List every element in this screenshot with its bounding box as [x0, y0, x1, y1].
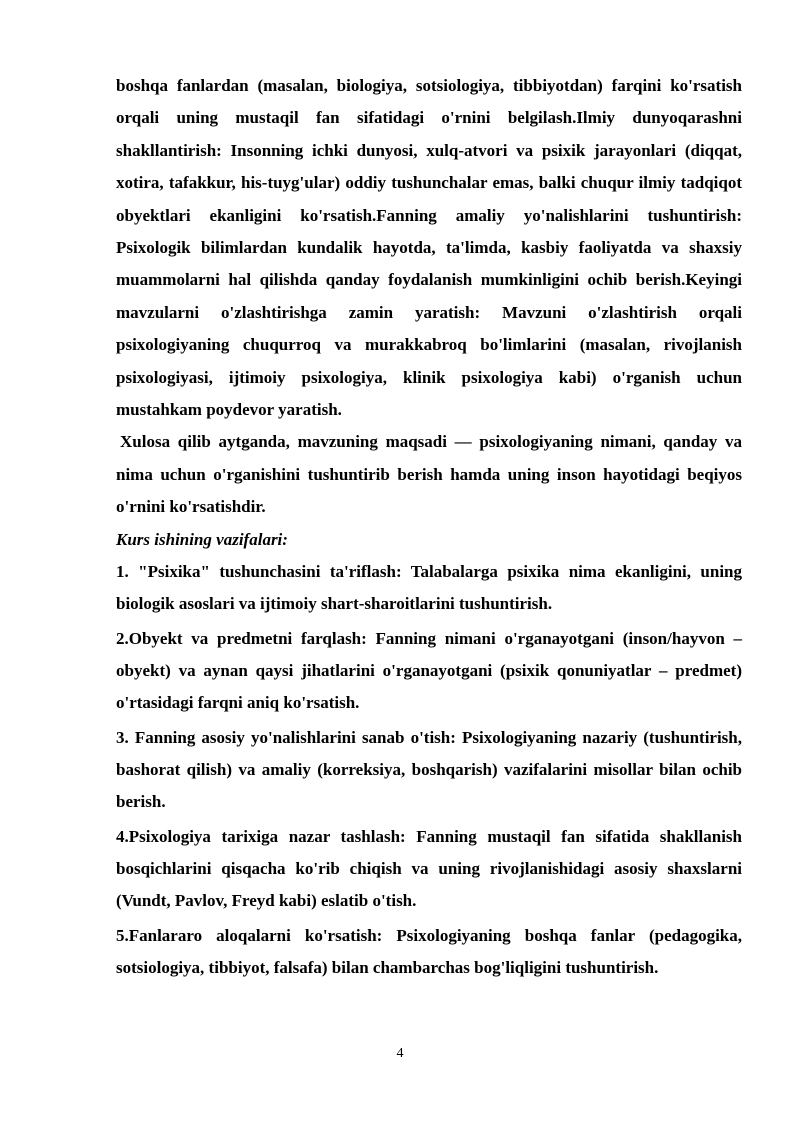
- section-heading-tasks: Kurs ishining vazifalari:: [116, 529, 288, 549]
- page-number: 4: [396, 1046, 404, 1061]
- paragraph-conclusion: Xulosa qilib aytganda, mavzuning maqsadi — psixologiyaning nimani, qanday va nima uchun o'rganishini tushuntirib berish hamda uning inson hayotidagi beqiyos o'rnini ko'rsatishdir.: [116, 432, 742, 517]
- task-item-1: 1. "Psixika" tushunchasini ta'riflash: Talabalarga psixika nima ekanligini, uning biologik asoslari va ijtimoiy shart-sharoitlarini tushuntirish.: [116, 562, 742, 614]
- task-item-3: 3. Fanning asosiy yo'nalishlarini sanab o'tish: Psixologiyaning nazariy (tushuntirish, bashorat qilish) va amaliy (korreksiya, boshqarish) vazifalarini misollar bilan ochib berish.: [116, 728, 742, 812]
- task-item-5: 5.Fanlararo aloqalarni ko'rsatish: Psixologiyaning boshqa fanlar (pedagogika, sotsiologiya, tibbiyot, falsafa) bilan chambarchas bog'liqligini tushuntirish.: [116, 926, 742, 978]
- paragraph-goals: boshqa fanlardan (masalan, biologiya, sotsiologiya, tibbiyotdan) farqini ko'rsatish orqali uning mustaqil fan sifatidagi o'rnini belgilash.Ilmiy dunyoqarashni shakllantirish: Insonning ichki dunyosi, xulq-atvori va psixik jarayonlari (diqqat, xotira, tafakkur, his-tuyg'ular) oddiy tushunchalar emas, balki chuqur ilmiy tadqiqot obyektlari ekanligini ko'rsatish.Fanning amaliy yo'nalishlarini tushuntirish: Psixologik bilimlardan kundalik hayotda, ta'limda, kasbiy faoliyatda va shaxsiy muammolarni hal qilishda qanday foydalanish mumkinligini ochib berish.Keyingi mavzularni o'zlashtirishga zamin yaratish: Mavzuni o'zlashtirish orqali psixologiyaning chuqurroq va murakkabroq bo'limlarini (masalan, rivojlanish psixologiyasi, ijtimoiy psixologiya, klinik psixologiya kabi) o'rganish uchun mustahkam poydevor yaratish.: [116, 76, 742, 420]
- task-item-4: 4.Psixologiya tarixiga nazar tashlash: Fanning mustaqil fan sifatida shakllanish bosqichlarini qisqacha ko'rib chiqish va uning rivojlanishidagi asosiy shaxslarni (Vundt, Pavlov, Freyd kabi) eslatib o'tish.: [116, 827, 742, 911]
- page-content: [116, 70, 742, 987]
- task-item-2: 2.Obyekt va predmetni farqlash: Fanning nimani o'rganayotgani (inson/hayvon – obyekt) va aynan qaysi jihatlarini o'rganayotgani (psixik qonuniyatlar – predmet) o'rtasidagi farqni aniq ko'rsatish.: [116, 629, 742, 713]
